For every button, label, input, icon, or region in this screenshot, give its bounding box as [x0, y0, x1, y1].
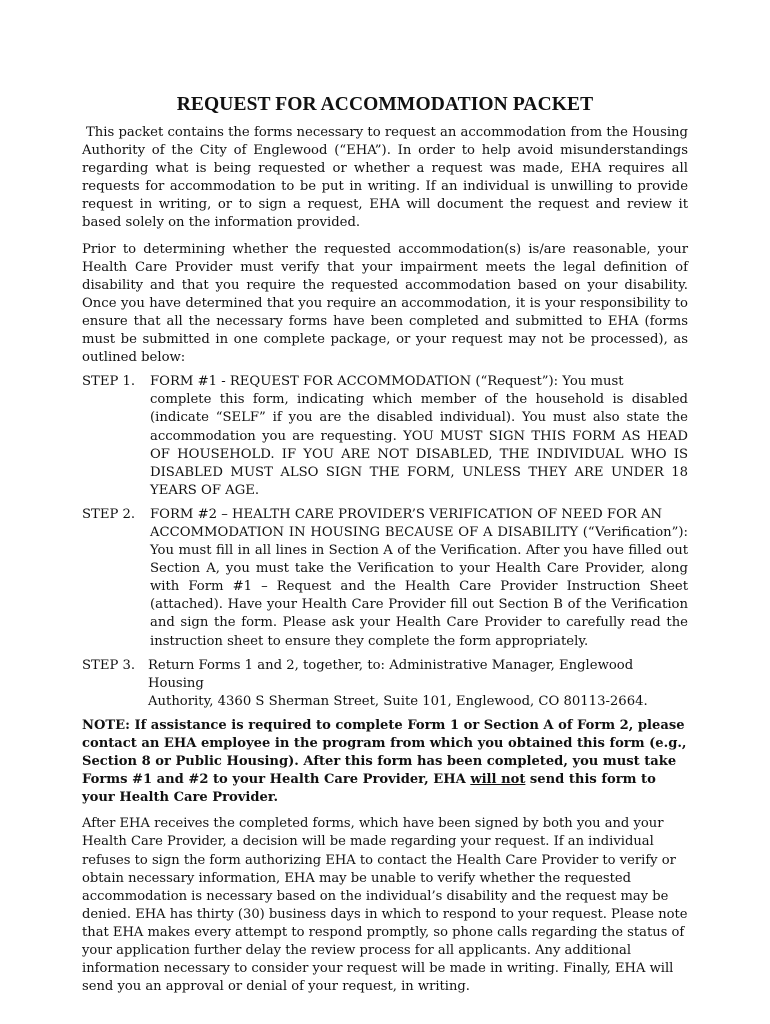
step-1-text: complete this form, indicating which member of the household is disabled (indicate “SELF” if you are the disabled individual). You must also state the accommodation you are requesting. YOU MUST SIGN THIS FORM AS HEAD OF HOUSEHOLD. IF YOU ARE NOT DISABLED, THE INDIVIDUAL WHO IS DISABLED MUST ALSO SIGN THE FORM, UNLESS THEY ARE UNDER 18 YEARS OF AGE. — [150, 392, 688, 498]
step-3-body — [148, 657, 688, 711]
step-3-text: Authority, 4360 S Sherman Street, Suite 101, Englewood, CO 80113-2664. — [148, 693, 648, 709]
step-2-first-line: FORM #2 – HEALTH CARE PROVIDER’S VERIFICATION OF NEED FOR AN — [150, 506, 663, 522]
step-3-label: STEP 3. — [82, 657, 136, 673]
step-1-first-line: FORM #1 - REQUEST FOR ACCOMMODATION (“Request”): You must — [150, 374, 624, 390]
step-1 — [82, 373, 688, 500]
step-1-body — [150, 373, 688, 500]
note-underlined-text: will not — [470, 772, 526, 788]
closing-paragraph: After EHA receives the completed forms, which have been signed by both you and your Health Care Provider, a decision will be made regarding your request. If an individual refuses to sign the form authorizing EHA to contact the Health Care Provider to verify or obtain necessary information, EHA may be unable to verify whether the requested accommodation is necessary based on the individual’s disability and the request may be denied. EHA has thirty (30) business days in which to respond to your request. Please note that EHA makes every attempt to respond promptly, so phone calls regarding the status of your application further delay the review process for all applicants. Any additional information necessary to consider your request will be made in writing. Finally, EHA will send you an approval or denial of your request, in writing. — [82, 816, 688, 995]
step-2-label: STEP 2. — [82, 506, 136, 522]
step-2-text: ACCOMMODATION IN HOUSING BECAUSE OF A DISABILITY (“Verification”): You must fill in all lines in Section A of the Verification. After you have filled out Section A, you must take the Verification to your Health Care Provider, along with Form #1 – Request and the Health Care Provider Instruction Sheet (attached). Have your Health Care Provider fill out Section B of the Verification and sign the form. Please ask your Health Care Provider to carefully read the instruction sheet to ensure they complete the form appropriately. — [150, 524, 688, 649]
step-3 — [82, 657, 688, 711]
step-2 — [82, 506, 688, 651]
step-1-label: STEP 1. — [82, 374, 136, 390]
step-3-first-line: Return Forms 1 and 2, together, to: Administrative Manager, Englewood Housing — [148, 657, 634, 691]
document-title: REQUEST FOR ACCOMMODATION PACKET — [176, 94, 594, 115]
prior-paragraph: Prior to determining whether the requested accommodation(s) is/are reasonable, your Health Care Provider must verify that your impairment meets the legal definition of disability and that you require the requested accommodation based on your disability. Once you have determined that you require an accommodation, it is your responsibility to ensure that all the necessary forms have been completed and submitted to EHA (forms must be submitted in one complete package, or your request may not be processed), as outlined below: — [82, 241, 688, 366]
note-paragraph — [82, 717, 688, 807]
note-text-after: send this form to your Health Care Provider. — [82, 772, 656, 806]
step-2-body — [150, 506, 688, 651]
note-text-before: NOTE: If assistance is required to complete Form 1 or Section A of Form 2, please contact an EHA employee in the program from which you obtained this form (e.g., Section 8 or Public Housing). After this form has been completed, you must take Forms #1 and #2 to your Health Care Provider, EHA — [82, 717, 687, 788]
intro-paragraph: This packet contains the forms necessary to request an accommodation from the Housing Authority of the City of Englewood (“EHA”). In order to help avoid misunderstandings regarding what is being requested or whether a request was made, EHA requires all requests for accommodation to be put in writing. If an individual is unwilling to provide request in writing, or to sign a request, EHA will document the request and review it based solely on the information provided. — [82, 125, 688, 231]
